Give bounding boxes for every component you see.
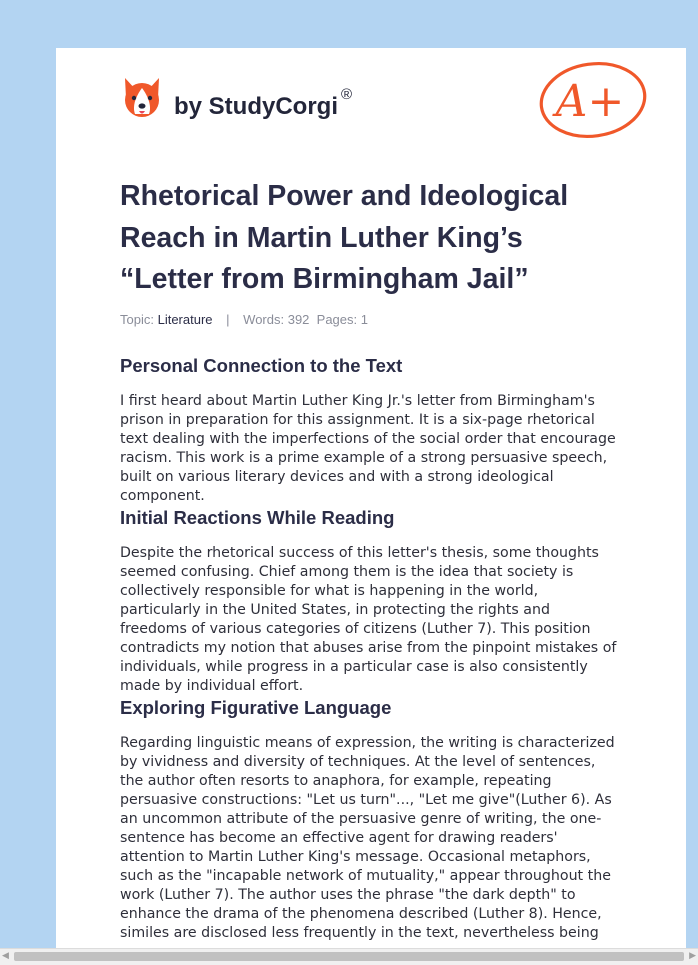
page-title: Rhetorical Power and Ideological Reach in Martin Luther King’s “Letter from Birmingham Jail” xyxy=(120,180,569,295)
topic-label: Topic: xyxy=(120,312,154,327)
section-heading: Exploring Figurative Language xyxy=(120,697,392,718)
grade-badge xyxy=(538,60,648,142)
grade-text: A+ xyxy=(555,76,625,127)
section-paragraph: Despite the rhetorical success of this letter's thesis, some thoughts seemed confusing. Chief among them is the idea that society is collectively responsible for what is happening in the world, particularly in the United States, in protecting the rights and freedoms of various categories of citizens (Luther 7). This position contradicts my notion that abuses arise from the pinpoint mistakes of individuals, while progress in a particular case is also consistently made by individual effort. xyxy=(120,545,617,694)
document-page xyxy=(56,48,686,948)
horizontal-scrollbar[interactable] xyxy=(0,948,698,965)
section-heading: Initial Reactions While Reading xyxy=(120,507,395,528)
scroll-right-icon[interactable]: ▶ xyxy=(689,951,696,961)
essay-body xyxy=(120,354,620,943)
studycorgi-logo[interactable] xyxy=(122,76,162,120)
meta-row xyxy=(120,312,368,327)
brand-name[interactable]: by StudyCorgi ® xyxy=(174,86,353,120)
words-count: 392 xyxy=(287,312,310,327)
corgi-icon xyxy=(122,76,162,120)
section-paragraph: I first heard about Martin Luther King Jr.'s letter from Birmingham's prison in preparation for this assignment. It is a six-page rhetorical text dealing with the imperfections of the social order that encourage racism. This work is a prime example of a strong persuasive speech, built on various literary devices and with a strong ideological component. xyxy=(120,393,616,504)
section-paragraph: Regarding linguistic means of expression, the writing is characterized by vividness and diversity of techniques. At the level of sentences, the author often resorts to anaphora, for example, repeating persuasive constructions: "Let us turn"..., "Let me give"(Luther 6). As an uncommon attribute of the persuasive genre of writing, the one-sentence has become an effective agent for drawing readers' attention to Martin Luther King's message. Occasional metaphors, such as the "incapable network of mutuality," appear throughout the work (Luther 7). The author uses the phrase "the dark depth" to enhance the drama of the phenomena described (Luther 8). Hence, similes are disclosed less frequently in the text, nevertheless being xyxy=(120,735,615,941)
topic-link[interactable]: Literature xyxy=(157,312,213,327)
pages-label: Pages: xyxy=(316,312,358,327)
section-heading: Personal Connection to the Text xyxy=(120,355,403,376)
words-label: Words: xyxy=(243,312,285,327)
scroll-left-icon[interactable]: ◀ xyxy=(2,951,9,961)
meta-separator: | xyxy=(226,312,230,327)
scrollbar-thumb[interactable] xyxy=(14,952,684,961)
pages-count: 1 xyxy=(360,312,368,327)
registered-mark: ® xyxy=(341,86,353,103)
